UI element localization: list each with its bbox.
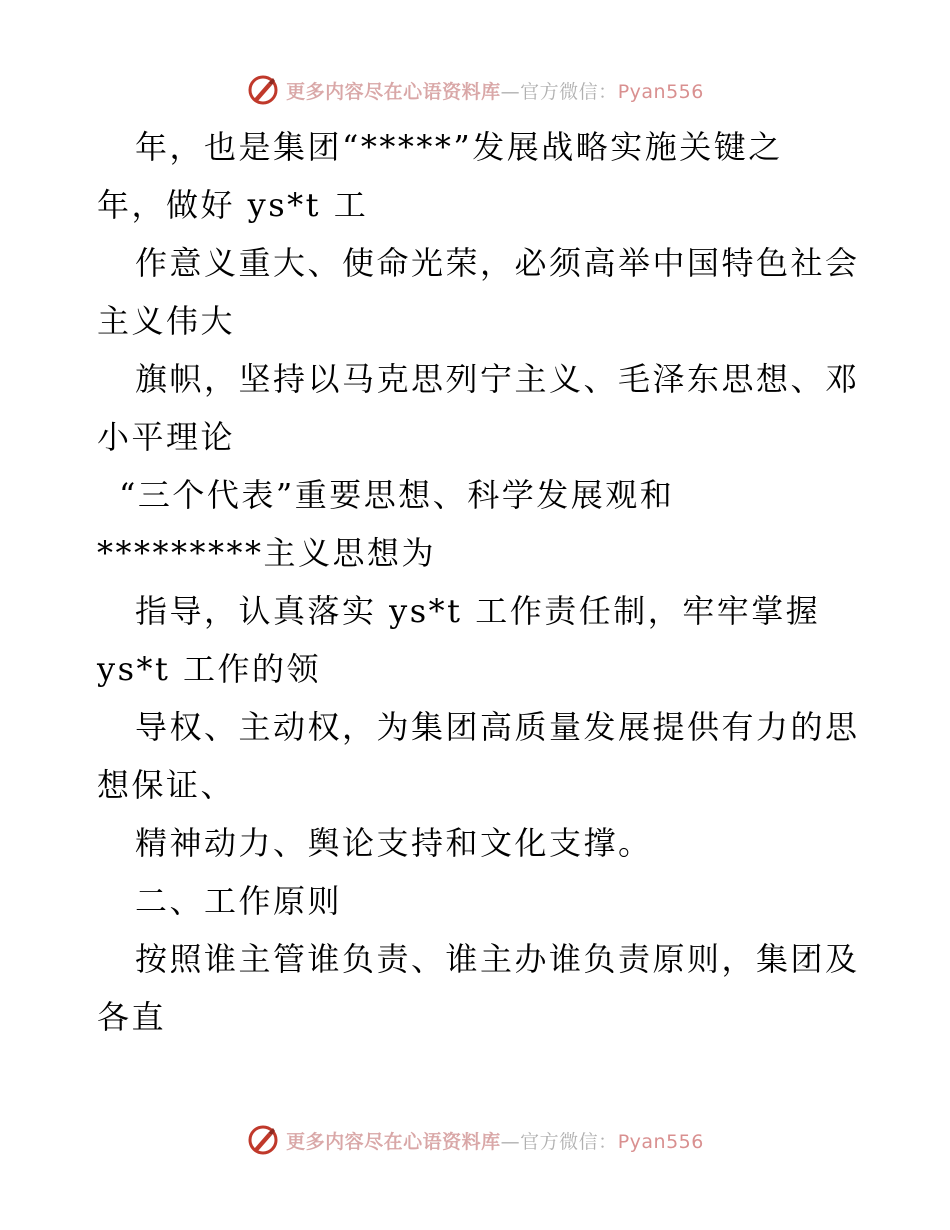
text-line: 想保证、 <box>97 766 236 804</box>
watermark-text <box>286 77 704 104</box>
text-line: ys*t 工作的领 <box>97 650 322 688</box>
document-body <box>97 118 860 1046</box>
text-line: *********主义思想为 <box>97 534 437 572</box>
text-line: 年，也是集团“*****”发展战略实施关键之 <box>135 128 783 166</box>
text-line: 各直 <box>97 998 167 1036</box>
text-line: 旗帜，坚持以马克思列宁主义、毛泽东思想、邓 <box>135 360 860 398</box>
watermark-wechat-id: Pyan556 <box>617 80 704 103</box>
watermark-separator: —官方微信： <box>500 1130 618 1153</box>
watermark-text <box>286 1127 704 1154</box>
watermark-group <box>246 73 704 107</box>
text-line: 作意义重大、使命光荣，必须高举中国特色社会 <box>135 244 860 282</box>
text-line: 年，做好 ys*t 工 <box>97 186 369 224</box>
text-line: 小平理论 <box>97 418 236 456</box>
text-line: 精神动力、舆论支持和文化支撑。 <box>135 824 653 862</box>
text-line: 按照谁主管谁负责、谁主办谁负责原则，集团及 <box>135 940 860 978</box>
watermark-site-name: 更多内容尽在心语资料库 <box>286 80 501 103</box>
text-line: 主义伟大 <box>97 302 236 340</box>
watermark-site-name: 更多内容尽在心语资料库 <box>286 1130 501 1153</box>
watermark-group <box>246 1123 704 1157</box>
watermark-wechat-id: Pyan556 <box>617 1130 704 1153</box>
watermark-separator: —官方微信： <box>500 80 618 103</box>
text-line: 导权、主动权，为集团高质量发展提供有力的思 <box>135 708 860 746</box>
footer-watermark <box>0 1120 950 1160</box>
header-watermark <box>0 70 950 110</box>
pen-logo-icon <box>246 73 280 107</box>
section-heading: 二、工作原则 <box>135 882 343 920</box>
pen-logo-icon <box>246 1123 280 1157</box>
text-line: “三个代表”重要思想、科学发展观和 <box>119 476 675 514</box>
text-line: 指导，认真落实 ys*t 工作责任制，牢牢掌握 <box>135 592 821 630</box>
